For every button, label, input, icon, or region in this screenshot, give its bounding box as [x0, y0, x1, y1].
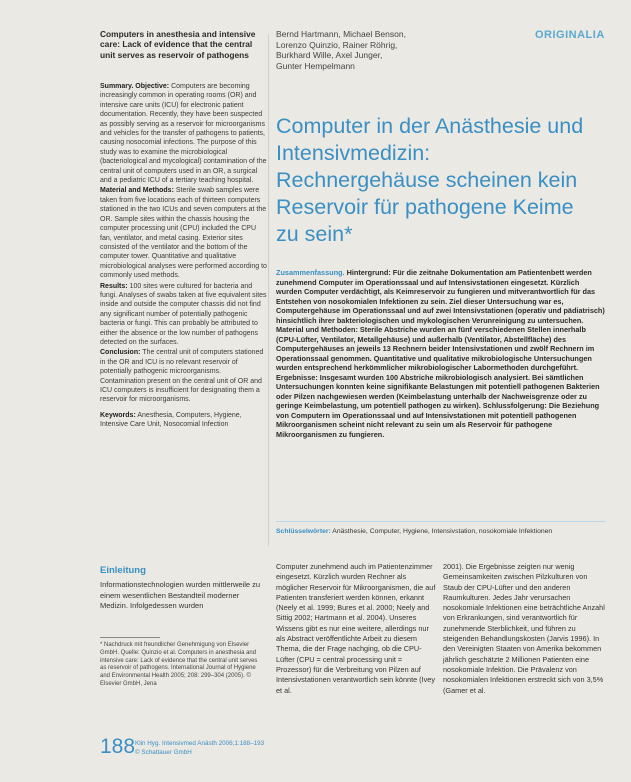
- author-line: Gunter Hempelmann: [276, 60, 355, 71]
- author-line: Burkhard Wille, Axel Junger,: [276, 50, 383, 60]
- article-title: [276, 113, 616, 248]
- methods-text: Sterile swab samples were taken from five locations each of thirteen computers stationed in the two ICUs and seven computers at the OR. Sample sites within the chassis housing the computer processing unit (CPU) included the CPU fan, ventilator, and metal casing. Exterior sites consisted of the ventilator and the bottom of the computer tower. Quantitative and qualitative microbiological analyses were performed according to commonly used methods.: [100, 187, 267, 280]
- column-divider: [268, 34, 269, 546]
- title-line: Computer in der Anästhesie und: [276, 114, 584, 138]
- keywords-text: Anesthesia, Computers, Hygiene, Intensive Care Unit, Nosocomial Infection: [100, 411, 242, 429]
- german-keywords: [276, 527, 606, 536]
- keywords-label: Keywords:: [100, 411, 136, 419]
- section-label: ORIGINALIA: [535, 29, 605, 41]
- footnote: * Nachdruck mit freundlicher Genehmigung von Elsevier GmbH. Quelle: Quinzio et al. Computers in anesthesia and intensive care: Lack of evidence that the central unit serves as reservoir of pathogens. International Journal of Hygiene and Environmental Health 2005; 208: 299–304 (2005). © Elsevier GmbH, Jena: [100, 642, 258, 687]
- summary-label: Summary. Objective:: [100, 83, 170, 90]
- footnote-divider: [100, 637, 160, 638]
- author-line: Lorenzo Quinzio, Rainer Röhrig,: [276, 39, 398, 50]
- abstract-text: Hintergrund: Für die zeitnahe Dokumentation am Patientenbett werden zunehmend Computer im Operationssaal und auf Intensivstationen eingesetzt. Kürzlich wurden Computer verdächtigt, als Keimreservoir zu fungieren und mitverantwortlich für das Entstehen von nosokomialen Infektionen zu sein. Ziel dieser Untersuchung war es, Computergehäuse im Operationssaal und auf zwei Intensivstationen (operativ und pädiatrisch) hinsichtlich ihrer bakteriologischen und mykologischen Verunreinigung zu untersuchen. Material und Methoden: Sterile Abstriche wurden an fünf verschiedenen Stellen innerhalb (CPU-Lüfter, Ventilator, Metallgehäuse) und außerhalb (Ventilator, Abstellfläche) des Computergehäuses an jeweils 13 Rechnern beider Intensivstationen und zwölf Rechnern im Operationssaal genommen. Quantitative und qualitative mikrobiologische Untersuchungen wurden entsprechend herkömmlicher mikrobiologischer Labormethoden durchgeführt. Ergebnisse: Insgesamt wurden 100 Abstriche mikrobiologisch analysiert. Bei sämtlichen Untersuchungen konnten keine signifikante Belastungen mit potentiell pathogenen Bakterien oder Pilzen nachgewiesen werden (Keimbelastung unterhalb der Nachweisgrenze oder zu geringe Keimbelastung, um potentiell pathogen zu wirken). Schlussfolgerung: Die Beziehung von Computern im Operationssaal und auf Intensivstationen mit potentiell pathogenen Mikroorganismen scheint nicht relevant zu sein um als Reservoir für pathogene Mikroorganismen zu fungieren.: [276, 268, 605, 439]
- section-heading: Einleitung: [100, 565, 146, 576]
- keywords-de-text: Anästhesie, Computer, Hygiene, Intensivstation, nosokomiale Infektionen: [332, 528, 553, 535]
- english-summary: [100, 82, 268, 431]
- conclusion-text: The central unit of computers stationed in the OR and ICU is no relevant reservoir of potentially pathogenic microorganisms. Contamination present on the central unit of OR and ICU computers is insufficient for designating them a reservoir for microorganisms.: [100, 349, 264, 404]
- abstract-label: Zusammenfassung.: [276, 268, 345, 277]
- methods-label: Material and Methods:: [100, 187, 174, 195]
- methods-paragraph: [100, 186, 268, 280]
- conclusion-label: Conclusion:: [100, 349, 141, 357]
- body-column-3: 2001). Die Ergebnisse zeigten nur wenig Gemeinsamkeiten zwischen Pilzkulturen von Staub der CPU-Lüfter und den anderen Raumkulturen. Jedes Jahr verursachen nosokomiale Infektionen eine beträchtliche Anzahl von Erkrankungen, sind verantwortlich für zunehmende Sterblichkeit, und führen zu steigenden Behandlungskosten (Jarvis 1996). In den Vereinigten Staaten von Amerika bekommen jährlich geschätzte 2 Millionen Patienten eine nosokomiale Infektion. Die Prävalenz von nosokomialen Infektionen erstreckt sich von 3,5% (Gamer et al.: [443, 562, 605, 695]
- title-line: Intensivmedizin:: [276, 141, 431, 165]
- keywords-de-label: Schlüsselwörter:: [276, 528, 331, 535]
- title-line: Reservoir für pathogene Keime: [276, 195, 574, 219]
- keywords-divider: [276, 521, 606, 522]
- results-text: 100 sites were cultured for bacteria and fungi. Analyses of swabs taken at five equivalent sites inside and outside the computer chassis did not find any significant number of potentially pathogenic bacteria or fungi. This can probably be attributed to either the absence or the low number of pathogens detected on the surfaces.: [100, 282, 267, 346]
- summary-text: Computers are becoming increasingly common in operating rooms (OR) and intensive care units (ICU) for electronic patient documentation. Recently, they have been suspected as possibly serving as a reservoir for microorganisms and vehicles for the transfer of pathogens to patients, causing nosocomial infections. The purpose of this study was to examine the microbiological (bacteriological and mycological) contamination of the central unit of computers used in an OR, a surgical and a pediatric ICU of a tertiary teaching hospital.: [100, 83, 267, 185]
- page-number: 188: [100, 735, 136, 758]
- results-label: Results:: [100, 282, 128, 290]
- title-line: zu sein*: [276, 222, 353, 246]
- author-line: Bernd Hartmann, Michael Benson,: [276, 29, 406, 39]
- journal-line: © Schattauer GmbH: [135, 748, 192, 756]
- results-paragraph: [100, 282, 268, 348]
- summary-paragraph: [100, 82, 268, 185]
- keywords-paragraph: [100, 411, 268, 430]
- german-abstract: [276, 268, 606, 439]
- journal-citation: [135, 740, 264, 757]
- title-line: Rechnergehäuse scheinen kein: [276, 168, 578, 192]
- journal-line: Klin Hyg. Intensivmed Anästh 2006;1:188–193: [135, 740, 265, 747]
- conclusion-paragraph: [100, 348, 268, 404]
- english-title: Computers in anesthesia and intensive care: Lack of evidence that the central unit serves as reservoir of pathogens: [100, 29, 256, 60]
- intro-text: Informationstechnologien wurden mittlerweile zu einem wesentlichen Bestandteil moderner Medizin. Infolgedessen wurden: [100, 580, 261, 610]
- body-column-2: Computer zunehmend auch im Patientenzimmer eingesetzt. Kürzlich wurden Rechner als möglicher Reservoir für Mikroorganismen, die auf Patienten transferiert werden können, erkannt (Neely et al. 1999; Bures et al. 2000; Neely and Sittig 2002; Hartmann et al. 2004). Unseres Wissens gibt es nur eine weitere, allerdings nur als Abstract veröffentlichte Arbeit zu diesem Thema, die der Frage nachging, ob die CPU-Lüfter (CPU = central processing unit = Prozessor) für die Verbreitung von Pilzen auf Intensivstationen verantwortlich sein könnte (Ivey et al.: [276, 562, 436, 695]
- author-list: [276, 29, 406, 71]
